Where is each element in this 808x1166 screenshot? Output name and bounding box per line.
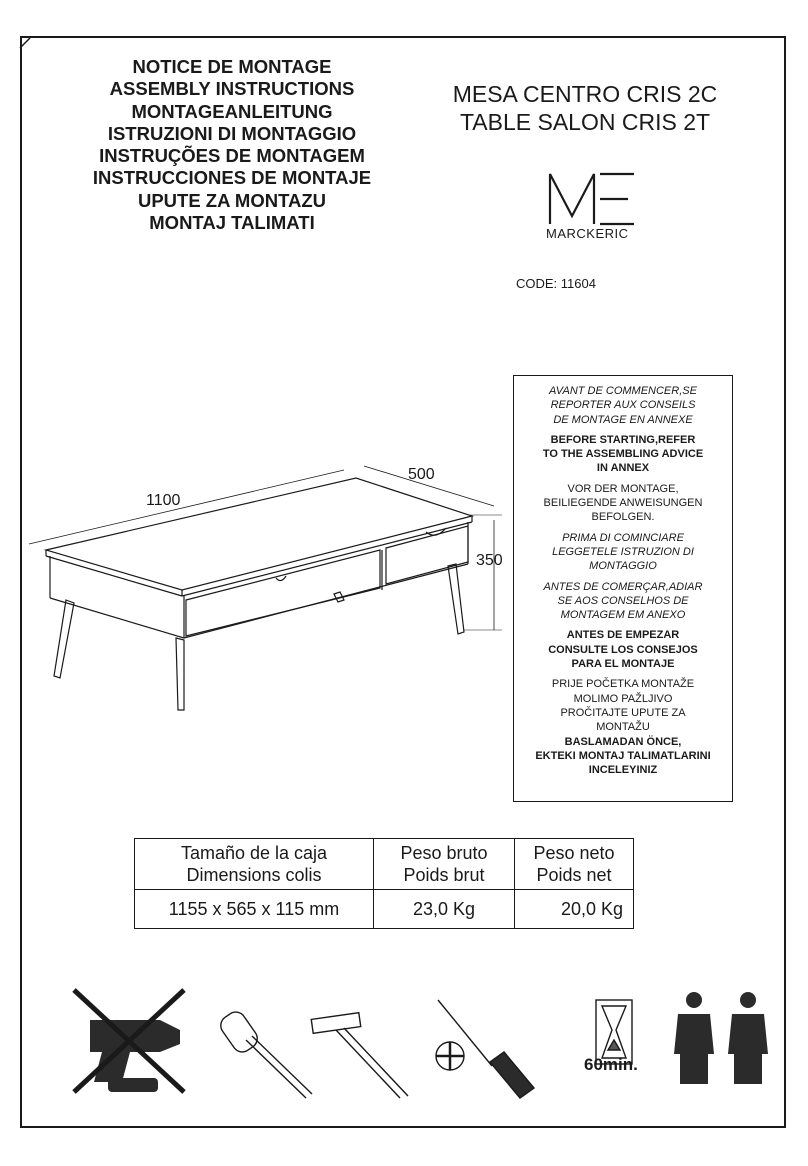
title-en: ASSEMBLY INSTRUCTIONS <box>109 78 355 100</box>
title-hr: UPUTE ZA MONTAZU <box>137 189 327 211</box>
header-box-size-fr: Dimensions colis <box>186 865 322 885</box>
corner-mark <box>18 36 32 50</box>
header-net-weight-fr: Poids net <box>536 865 612 885</box>
advice-line: VOR DER MONTAGE, <box>567 482 679 495</box>
table-row <box>135 890 634 929</box>
box-size-value: 1155 x 565 x 115 mm <box>135 890 374 929</box>
advice-line: ANTES DE COMERÇAR,ADIAR <box>543 580 703 593</box>
title-es: INSTRUCCIONES DE MONTAJE <box>92 167 372 189</box>
dimension-length: 1100 <box>146 492 181 509</box>
advice-line: PRIMA DI COMINCIARE <box>562 531 684 544</box>
phillips-screwdriver-icon <box>436 1000 534 1098</box>
advice-line: AVANT DE COMMENCER,SE <box>549 385 697 397</box>
product-name-fr: TABLE SALON CRIS 2T <box>459 109 711 135</box>
advice-line: BEILIEGENDE ANWEISUNGEN <box>543 497 703 510</box>
advice-line: LEGGETELE ISTRUZION DI <box>552 545 694 558</box>
dimension-height: 350 <box>476 552 503 569</box>
title-de: MONTAGEANLEITUNG <box>131 100 333 122</box>
advice-line: PROČITAJTE UPUTE ZA <box>560 706 686 719</box>
no-power-drill-icon <box>74 990 184 1092</box>
net-weight-value: 20,0 Kg <box>515 890 634 929</box>
package-spec-table <box>134 838 634 929</box>
assembly-titles <box>60 56 404 234</box>
advice-line: REPORTER AUX CONSEILS <box>550 399 696 412</box>
advice-line: MONTAGEM EM ANEXO <box>560 609 686 622</box>
advice-line: DE MONTAGE EN ANNEXE <box>553 413 693 426</box>
header-box-size-es: Tamaño de la caja <box>180 843 328 863</box>
product-code: CODE: 11604 <box>516 276 596 291</box>
mallet-icon <box>217 1008 312 1098</box>
advice-line: SE AOS CONSELHOS DE <box>557 594 689 607</box>
header-net-weight-es: Peso neto <box>533 843 615 863</box>
table-drawing <box>24 460 524 720</box>
tools-row <box>60 980 780 1100</box>
two-persons-icon <box>674 992 768 1084</box>
advice-line: EKTEKI MONTAJ TALIMATLARINI <box>535 749 711 762</box>
advice-line: ANTES DE EMPEZAR <box>566 629 680 642</box>
header-gross-weight-fr: Poids brut <box>403 865 485 885</box>
product-name-es: MESA CENTRO CRIS 2C <box>452 81 718 107</box>
brand-name: MARCKERIC <box>546 226 629 241</box>
header-box-size <box>135 839 374 890</box>
title-it: ISTRUZIONI DI MONTAGGIO <box>107 122 357 144</box>
assembly-time: 60min. <box>584 1055 638 1074</box>
header-gross-weight-es: Peso bruto <box>400 843 488 863</box>
title-tr: MONTAJ TALIMATI <box>149 212 315 234</box>
advice-line: BASLAMADAN ÖNCE, <box>564 735 682 748</box>
advice-line: TO THE ASSEMBLING ADVICE <box>542 448 704 461</box>
advice-line: IN ANNEX <box>596 462 650 475</box>
product-name <box>430 80 740 136</box>
advice-line: PRIJE POČETKA MONTAŽE <box>551 678 695 691</box>
advice-line: MONTAŽU <box>596 721 650 734</box>
title-fr: NOTICE DE MONTAGE <box>132 56 332 77</box>
advice-line: MOLIMO PAŽLJIVO <box>573 692 673 705</box>
hammer-icon <box>311 1013 408 1098</box>
advice-line: BEFOLGEN. <box>591 511 655 524</box>
header-net-weight <box>515 839 634 890</box>
title-pt: INSTRUÇÕES DE MONTAGEM <box>99 145 365 167</box>
header-gross-weight <box>374 839 515 890</box>
advice-line: CONSULTE LOS CONSEJOS <box>548 643 698 656</box>
advice-line: MONTAGGIO <box>589 560 657 573</box>
advice-line: INCELEYINIZ <box>588 764 658 777</box>
advice-line: BEFORE STARTING,REFER <box>550 433 696 446</box>
advice-line: PARA EL MONTAJE <box>571 658 675 671</box>
brand-logo <box>548 170 638 226</box>
dimension-depth: 500 <box>408 466 435 483</box>
gross-weight-value: 23,0 Kg <box>374 890 515 929</box>
assembly-advice-box <box>513 375 733 802</box>
table-row <box>135 839 634 890</box>
